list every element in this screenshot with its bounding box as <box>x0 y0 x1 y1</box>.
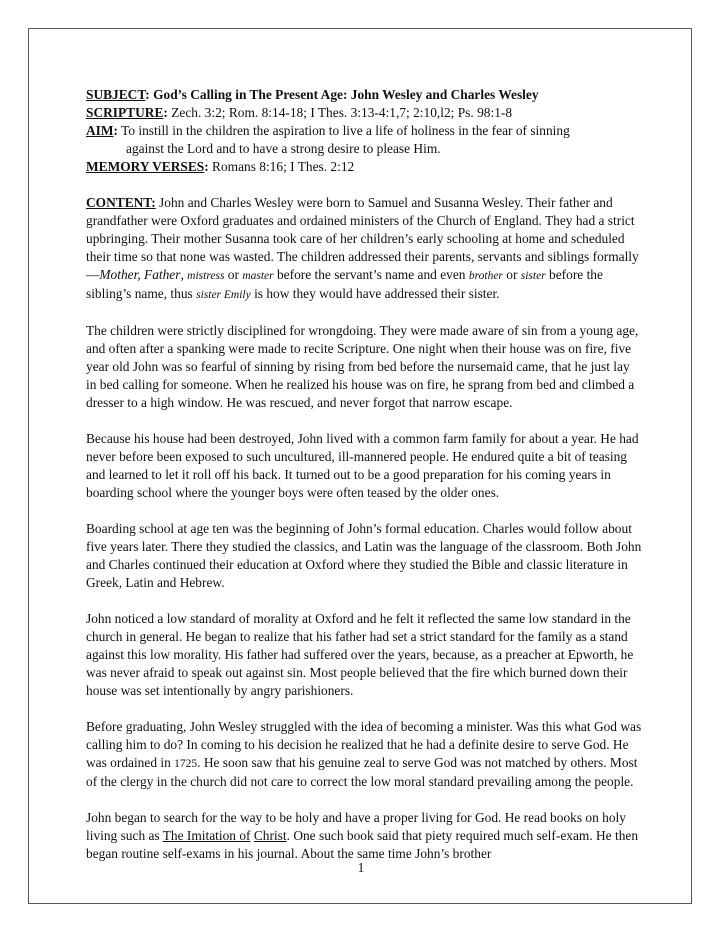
subject-label: SUBJECT <box>86 87 146 102</box>
content-paragraph-2: The children were strictly disciplined for wrongdoing. They were made aware of sin from a young age, and often after a spanking were made to recite Scripture. One night when their house was on fire, five year old John was so fearful of sinning by rising from bed before the nursemaid came, that he just lay in bed calling for someone. When he realized his house was on fire, he sprang from bed and climbed a dresser to a high window. He was rescued, and never forgot that narrow escape. <box>86 323 639 410</box>
aim-text-2: against the Lord and to have a strong desire to please Him. <box>126 141 441 156</box>
aim-label: AIM <box>86 123 114 138</box>
book-title-christ: Christ <box>253 828 287 843</box>
memory-verses-text: Romans 8:16; I Thes. 2:12 <box>212 159 355 174</box>
content-paragraph-4: Boarding school at age ten was the beginning of John’s formal education. Charles would follow about five years later. There they studied the classics, and Latin was the language of the classroom. Both John and Charles continued their education at Oxford where they studied the Bible and classic literature in Greek, Latin and Hebrew. <box>86 521 642 590</box>
aim-line: AIM: To instill in the children the aspiration to live a life of holiness in the fear of sinning <box>86 123 570 138</box>
subject-line: SUBJECT: God’s Calling in The Present Age: John Wesley and Charles Wesley <box>86 87 539 102</box>
memory-verses-line: MEMORY VERSES: Romans 8:16; I Thes. 2:12 <box>86 159 355 174</box>
subject-text: God’s Calling in The Present Age: John Wesley and Charles Wesley <box>153 87 539 102</box>
content-label: CONTENT: <box>86 195 156 210</box>
content-paragraph-1: CONTENT: John and Charles Wesley were born to Samuel and Susanna Wesley. Their father and grandfather were Oxford graduates and ordained ministers of the Church of England. They had a strict upbringing. Their mother Susanna took care of her children’s early schooling at home and scheduled their time so that none was wasted. The children addressed their parents, servants and siblings formally—Mother, Father, mistress or master before the servant’s name and even brother or sister before the sibling’s name, thus sister Emily is how they would have addressed their sister. <box>86 195 639 301</box>
aim-text-1: To instill in the children the aspiration to live a life of holiness in the fear of sinning <box>121 123 570 138</box>
scripture-line: SCRIPTURE: Zech. 3:2; Rom. 8:14-18; I Thes. 3:13-4:1,7; 2:10,l2; Ps. 98:1-8 <box>86 105 513 120</box>
content-paragraph-7: John began to search for the way to be holy and have a proper living for God. He read books on holy living such as The Imitation of Christ. One such book said that piety required much self-exam. He then began routine self-exams in his journal. About the same time John’s brother <box>86 810 639 861</box>
content-paragraph-6: Before graduating, John Wesley struggled with the idea of becoming a minister. Was this what God was calling him to do? In coming to his decision he realized that he had a definite desire to serve God. He was ordained in 1725. He soon saw that his genuine zeal to serve God was not matched by others. Most of the clergy in the church did not care to correct the low moral standard prevailing among the people. <box>86 719 642 789</box>
scripture-label: SCRIPTURE <box>86 105 164 120</box>
lesson-content <box>86 86 642 863</box>
aim-line-continued <box>86 140 642 158</box>
page-number: 1 <box>357 860 365 875</box>
book-title-imitation: The Imitation of <box>162 828 251 843</box>
content-paragraph-5: John noticed a low standard of morality at Oxford and he felt it reflected the same low standard in the church in general. He began to realize that his father had set a strict standard for the family as a stand against this low morality. His father had suffered over the years, because, as a preacher at Epworth, he was never afraid to speak out against sin. Most people believed that the fire which burned down their house was set intentionally by angry parishioners. <box>86 611 634 698</box>
content-paragraph-3: Because his house had been destroyed, John lived with a common farm family for about a year. He had never before been exposed to such uncultured, ill-mannered people. He endured quite a bit of teasing and learned to let it roll off his back. It turned out to be a good preparation for his coming years in boarding school where the younger boys were often teased by the older ones. <box>86 431 639 500</box>
scripture-text: Zech. 3:2; Rom. 8:14-18; I Thes. 3:13-4:1,7; 2:10,l2; Ps. 98:1-8 <box>171 105 513 120</box>
document-page <box>28 28 692 904</box>
memory-verses-label: MEMORY VERSES <box>86 159 205 174</box>
